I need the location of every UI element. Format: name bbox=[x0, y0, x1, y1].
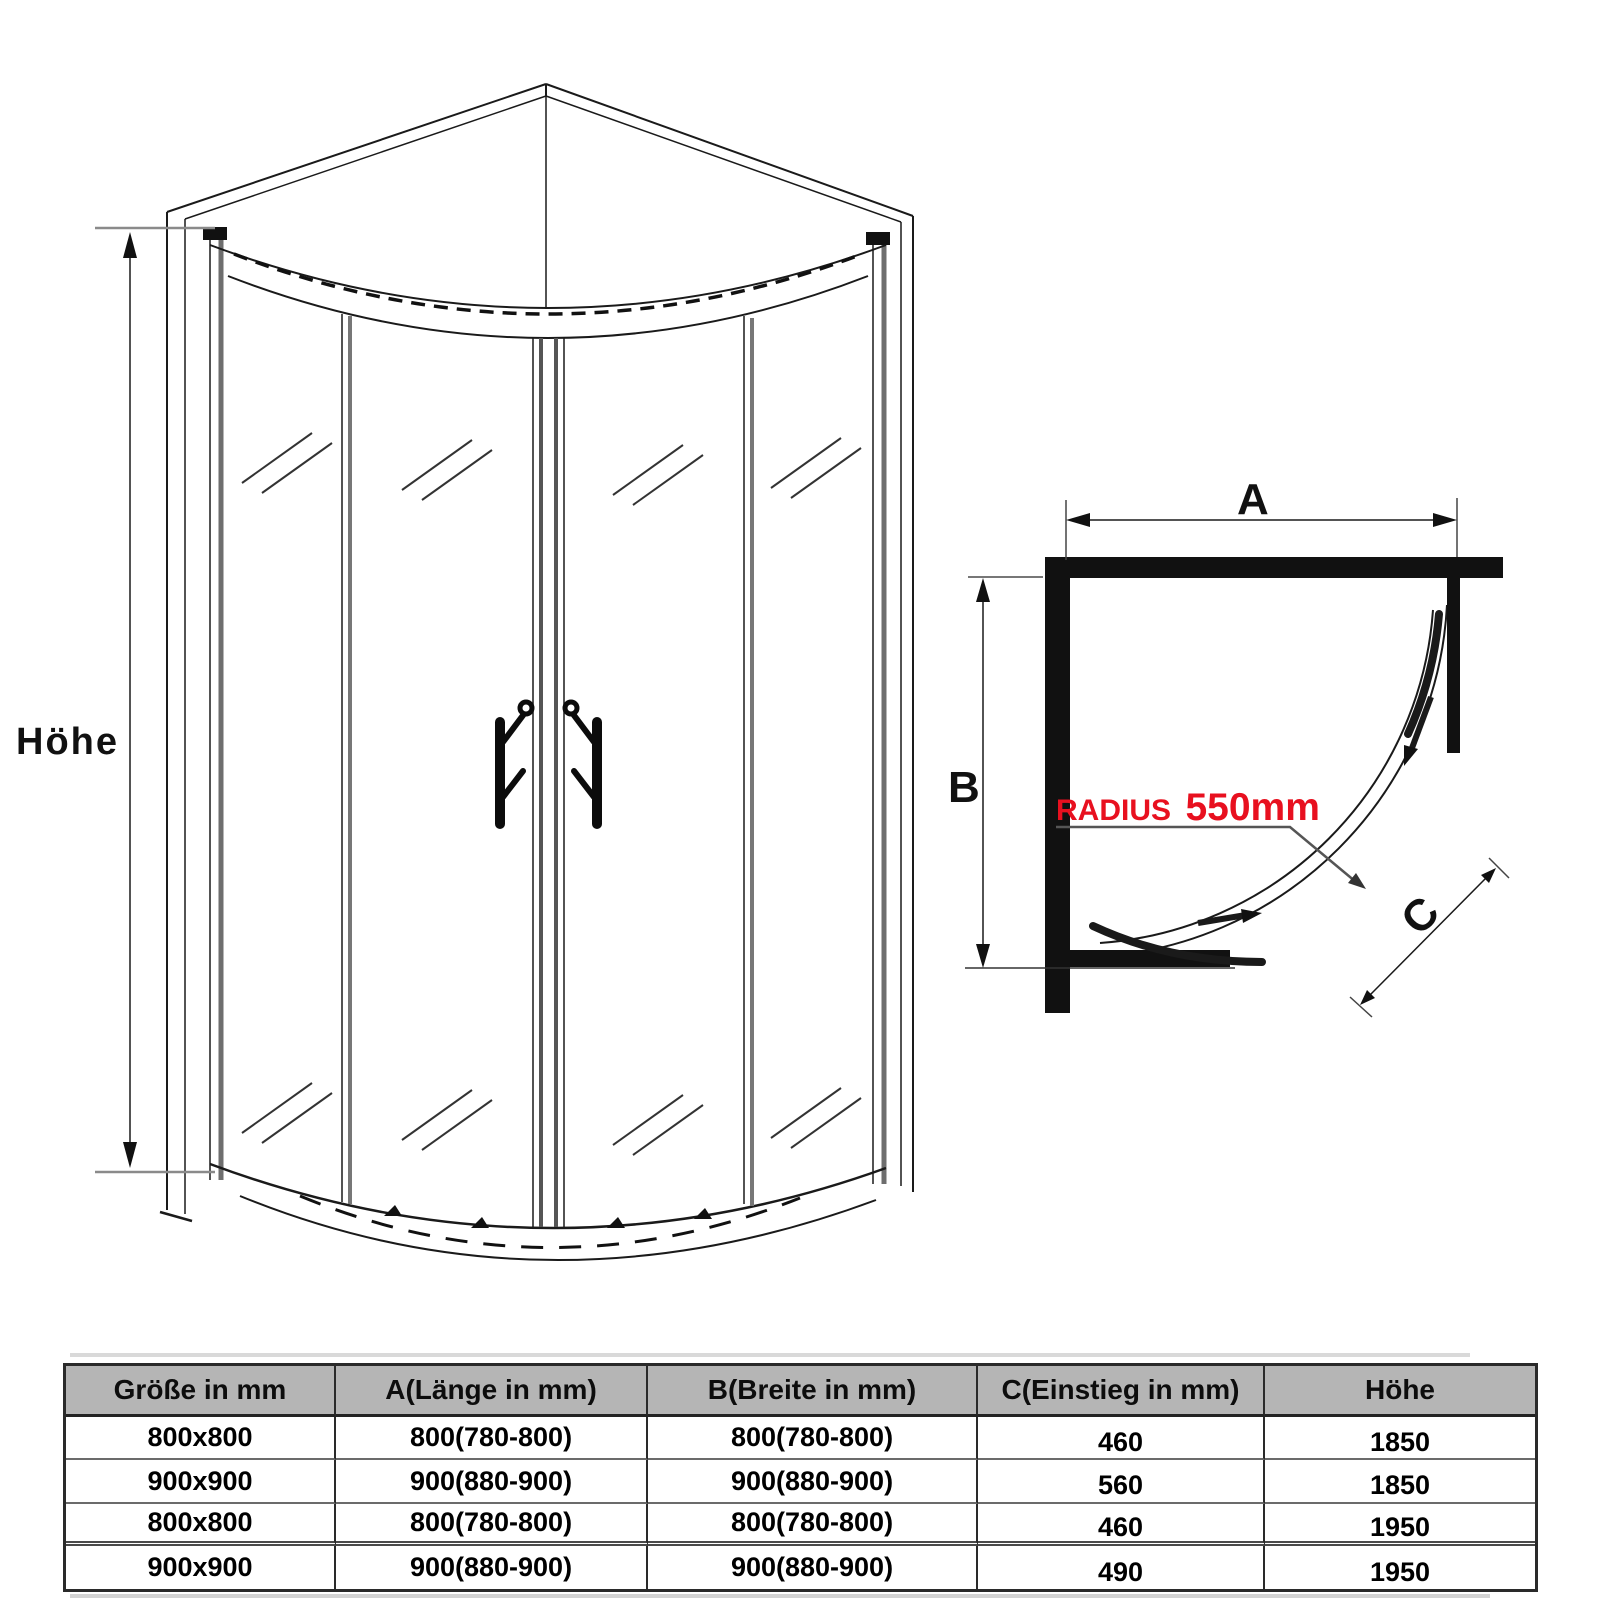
plan-label-a: A bbox=[1237, 475, 1269, 524]
plan-track-arcs bbox=[1095, 605, 1447, 957]
table-header-groesse: Größe in mm bbox=[66, 1366, 336, 1417]
table-cell-a: 900(880-900) bbox=[336, 1546, 648, 1589]
hoehe-label: Höhe bbox=[16, 721, 119, 763]
table-cell-b: 900(880-900) bbox=[648, 1546, 978, 1589]
table-cell-size: 800x800 bbox=[66, 1417, 336, 1460]
table-cell-hoehe: 1950 bbox=[1265, 1504, 1535, 1546]
radius-leader-line bbox=[1056, 827, 1366, 889]
plan-dim-b bbox=[965, 577, 1235, 968]
size-table bbox=[63, 1363, 1538, 1592]
height-dimension bbox=[95, 228, 215, 1172]
table-cell-c: 460 bbox=[978, 1417, 1265, 1460]
plan-top-wall bbox=[1045, 557, 1503, 578]
table-cell-size: 900x900 bbox=[66, 1460, 336, 1504]
table-cell-c: 560 bbox=[978, 1460, 1265, 1504]
table-header-c-einstieg: C(Einstieg in mm) bbox=[978, 1366, 1265, 1417]
table-cell-b: 800(780-800) bbox=[648, 1504, 978, 1546]
table-cell-hoehe: 1950 bbox=[1369, 1556, 1431, 1587]
table-top-shadow bbox=[70, 1353, 1470, 1357]
plan-label-b: B bbox=[948, 763, 980, 812]
table-cell-hoehe: 1850 bbox=[1265, 1417, 1535, 1460]
table-header-hoehe: Höhe bbox=[1265, 1366, 1535, 1417]
table-header-b-breite: B(Breite in mm) bbox=[648, 1366, 978, 1417]
table-cell-a: 900(880-900) bbox=[336, 1460, 648, 1504]
table-cell-hoehe: 1850 bbox=[1265, 1460, 1535, 1504]
table-cell-size: 900x900 bbox=[66, 1546, 336, 1589]
plan-left-wall bbox=[1045, 557, 1070, 1013]
table-cell-c: 460 bbox=[978, 1504, 1265, 1546]
frame-posts bbox=[203, 227, 890, 1184]
table-cell-c: 490 bbox=[978, 1546, 1265, 1589]
table-cell-b: 800(780-800) bbox=[648, 1417, 978, 1460]
table-bottom-shadow bbox=[70, 1594, 1490, 1598]
shower-3d-drawing bbox=[95, 84, 913, 1260]
table-cell-b: 900(880-900) bbox=[648, 1460, 978, 1504]
bottom-rail bbox=[210, 1164, 886, 1260]
panel-dividers bbox=[342, 314, 752, 1227]
glass-hatch-marks bbox=[242, 433, 861, 1155]
back-walls bbox=[160, 84, 913, 1221]
top-rail bbox=[210, 245, 886, 338]
table-cell-size: 800x800 bbox=[66, 1504, 336, 1546]
door-handles-icon bbox=[500, 702, 597, 824]
table-cell-a: 800(780-800) bbox=[336, 1417, 648, 1460]
radius-annotation: RADIUS 550mm bbox=[1056, 786, 1320, 829]
plan-label-c: C bbox=[1391, 887, 1449, 945]
table-cell-a: 800(780-800) bbox=[336, 1504, 648, 1546]
table-header-a-laenge: A(Länge in mm) bbox=[336, 1366, 648, 1417]
